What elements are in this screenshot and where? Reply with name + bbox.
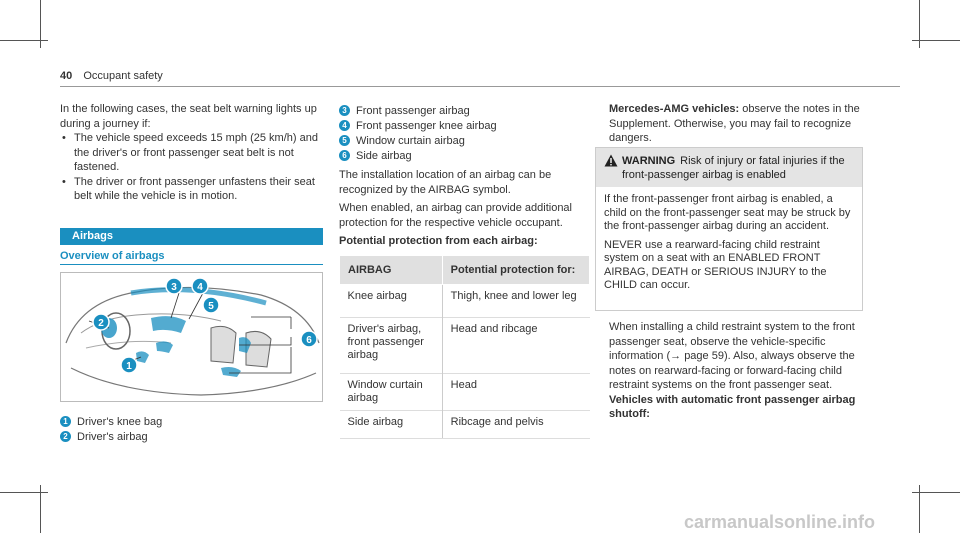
figure-label-2	[93, 314, 109, 330]
header-rule	[60, 86, 900, 87]
paragraph: When installing a child restraint system to the front passenger seat, observe the vehicle-specific information (→ page 59). Also, always observe the notes on rearward-facing or forward-facing child restraint systems on the front passenger seat.	[609, 321, 855, 391]
figure-legend-middle	[339, 104, 497, 164]
figure-label-4	[192, 278, 208, 294]
column-header: AIRBAG	[340, 256, 443, 285]
figure-label-6	[301, 331, 317, 347]
svg-text:1: 1	[126, 361, 132, 372]
table-heading: Potential protection from each airbag:	[339, 235, 538, 247]
table-cell: Head and ribcage	[442, 318, 589, 374]
list-item: 2 Driver's airbag	[60, 430, 162, 445]
airbag-table	[339, 255, 590, 439]
list-item: • The driver or front passenger unfastens their seat belt while the vehicle is in motion.	[60, 175, 325, 204]
page-number: 40	[60, 70, 73, 82]
amg-text: observe the notes in the Supplement. Otherwise, you may fail to recognize dangers.	[609, 103, 860, 144]
table-row	[340, 411, 590, 439]
list-item: • The vehicle speed exceeds 15 mph (25 km/h) and the driver's or front passenger seat belt is not fastened.	[60, 131, 325, 175]
warning-title: Risk of injury or fatal injuries if the front-passenger airbag is enabled	[622, 155, 845, 181]
list-item: 4 Front passenger knee airbag	[339, 119, 497, 134]
table-row	[340, 374, 590, 411]
warning-label: WARNING	[622, 155, 676, 167]
intro-block	[60, 102, 325, 204]
figure-label-3	[166, 278, 182, 294]
number-badge: 5	[339, 135, 350, 146]
table-cell: Knee airbag	[340, 285, 443, 318]
list-item: 3 Front passenger airbag	[339, 104, 497, 119]
crop-mark	[912, 40, 960, 41]
table-cell: Side airbag	[340, 411, 443, 439]
middle-text	[339, 168, 595, 249]
number-badge: 6	[339, 150, 350, 161]
paragraph: When enabled, an airbag can provide additional protection for the respective vehicle occupant.	[339, 202, 572, 229]
crop-mark	[0, 40, 48, 41]
figure-label-5	[203, 297, 219, 313]
warning-triangle-icon	[604, 154, 622, 182]
crop-mark	[0, 492, 48, 493]
warning-header	[596, 148, 862, 187]
car-interior-illustration	[61, 273, 322, 401]
section-title-airbags: Airbags	[60, 228, 323, 245]
amg-bold: Mercedes-AMG vehicles:	[609, 103, 740, 115]
subheading: Vehicles with automatic front passenger airbag shutoff:	[609, 393, 856, 420]
figure-legend-left	[60, 415, 162, 445]
section-name: Occupant safety	[83, 70, 163, 82]
amg-note	[609, 102, 867, 146]
intro-text: In the following cases, the seat belt warning lights up during a journey if:	[60, 103, 317, 130]
paragraph: NEVER use a rearward-facing child restraint system on a seat with an ENABLED FRONT AIRBAG, DEATH or SERIOUS INJURY to the CHILD can occur.	[604, 238, 827, 291]
svg-text:5: 5	[208, 301, 214, 312]
watermark: carmanualsonline.info	[684, 512, 876, 532]
warning-body	[596, 187, 862, 304]
number-badge: 3	[339, 105, 350, 116]
list-item: 1 Driver's knee bag	[60, 415, 162, 430]
paragraph: The installation location of an airbag can be recognized by the AIRBAG symbol.	[339, 169, 552, 196]
child-restraint-text	[609, 320, 867, 422]
subsection-rule	[60, 264, 323, 265]
table-row	[340, 318, 590, 374]
svg-text:2: 2	[98, 318, 104, 329]
page-header	[60, 70, 163, 82]
number-badge: 2	[60, 431, 71, 442]
crop-mark	[912, 492, 960, 493]
list-item: 5 Window curtain airbag	[339, 134, 497, 149]
table-cell: Ribcage and pelvis	[442, 411, 589, 439]
column-header: Potential protection for:	[442, 256, 589, 285]
svg-text:4: 4	[197, 282, 203, 293]
svg-text:6: 6	[306, 335, 312, 346]
table-cell: Thigh, knee and lower leg	[442, 285, 589, 318]
table-cell: Driver's airbag, front passenger airbag	[340, 318, 443, 374]
airbag-figure	[60, 272, 323, 402]
table-header-row	[340, 256, 590, 285]
figure-label-1	[121, 357, 137, 373]
paragraph: If the front-passenger front airbag is enabled, a child on the front-passenger seat may be struck by the front-passenger airbag during an accident.	[604, 193, 851, 232]
table-cell: Window curtain airbag	[340, 374, 443, 411]
table-row	[340, 285, 590, 318]
list-item: 6 Side airbag	[339, 149, 497, 164]
bullet-list	[60, 131, 325, 204]
subsection-title: Overview of airbags	[60, 250, 165, 262]
svg-text:3: 3	[171, 282, 177, 293]
number-badge: 4	[339, 120, 350, 131]
number-badge: 1	[60, 416, 71, 427]
table-cell: Head	[442, 374, 589, 411]
warning-box	[595, 147, 863, 311]
